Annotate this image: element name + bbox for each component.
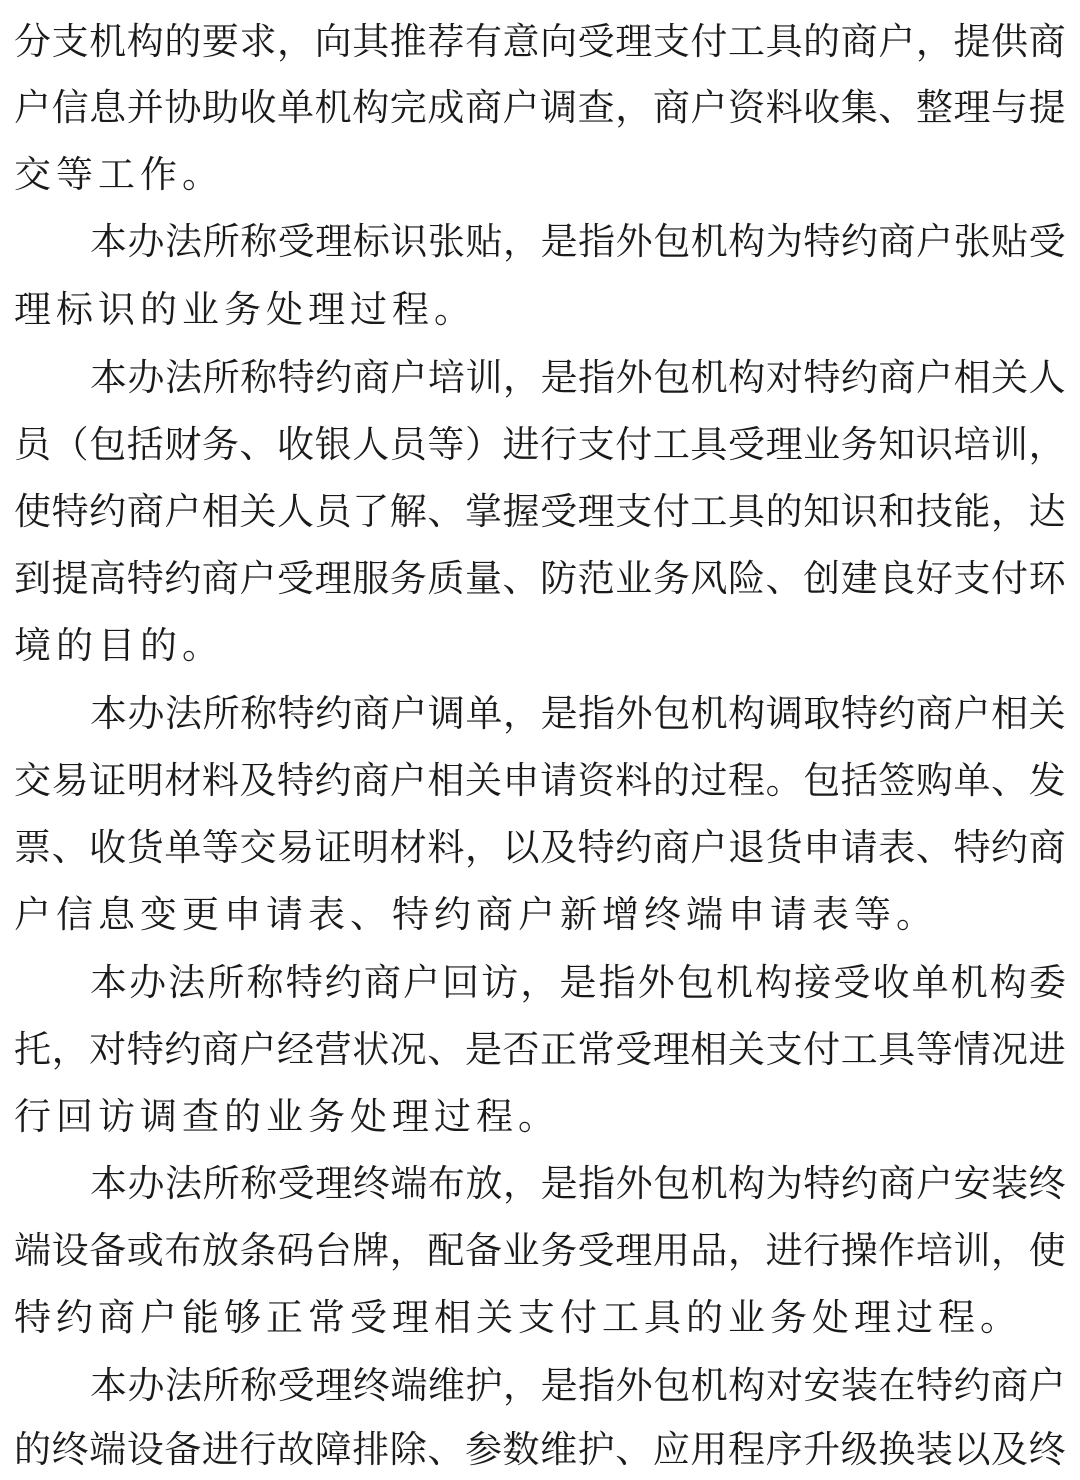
text-line: 户 信 息 并 协 助 收 单 机 构 完 成 商 户 调 查 ， 商 户 资 料 收 集 、 整 理 与 提 xyxy=(14,78,1066,138)
text-line: 到 提 高 特 约 商 户 受 理 服 务 质 量 、 防 范 业 务 风 险 、 创 建 良 好 支 付 环 xyxy=(14,549,1066,609)
text-line: 票 、 收 货 单 等 交 易 证 明 材 料 ， 以 及 特 约 商 户 退 货 申 请 表 、 特 约 商 xyxy=(14,818,1066,878)
text-line: 理 标 识 的 业 务 处 理 过 程 。 xyxy=(14,280,1066,340)
paragraph-first-line: 本 办 法 所 称 特 约 商 户 回 访 ， 是 指 外 包 机 构 接 受 收 单 机 构 委 xyxy=(90,953,1066,1013)
text-line: 交 易 证 明 材 料 及 特 约 商 户 相 关 申 请 资 料 的 过 程 。 包 括 签 购 单 、 发 xyxy=(14,751,1066,811)
text-line: 使 特 约 商 户 相 关 人 员 了 解 、 掌 握 受 理 支 付 工 具 的 知 识 和 技 能 ， 达 xyxy=(14,482,1066,542)
text-line: 特 约 商 户 能 够 正 常 受 理 相 关 支 付 工 具 的 业 务 处 理 过 程 。 xyxy=(14,1288,1066,1348)
paragraph-first-line: 本 办 法 所 称 受 理 标 识 张 贴 ， 是 指 外 包 机 构 为 特 约 商 户 张 贴 受 xyxy=(90,212,1066,272)
paragraph-first-line: 本 办 法 所 称 受 理 终 端 维 护 ， 是 指 外 包 机 构 对 安 装 在 特 约 商 户 xyxy=(90,1356,1066,1416)
text-line: 托 ， 对 特 约 商 户 经 营 状 况 、 是 否 正 常 受 理 相 关 支 付 工 具 等 情 况 进 xyxy=(14,1020,1066,1080)
paragraph-first-line: 本 办 法 所 称 特 约 商 户 培 训 ， 是 指 外 包 机 构 对 特 约 商 户 相 关 人 xyxy=(90,348,1066,408)
text-line: 端 设 备 或 布 放 条 码 台 牌 ， 配 备 业 务 受 理 用 品 ， 进 行 操 作 培 训 ， 使 xyxy=(14,1221,1066,1281)
text-line: 员 （ 包 括 财 务 、 收 银 人 员 等 ） 进 行 支 付 工 具 受 理 业 务 知 识 培 训 ， xyxy=(14,415,1066,475)
paragraph-first-line: 本 办 法 所 称 受 理 终 端 布 放 ， 是 指 外 包 机 构 为 特 约 商 户 安 装 终 xyxy=(90,1154,1066,1214)
text-line: 分 支 机 构 的 要 求 ， 向 其 推 荐 有 意 向 受 理 支 付 工 具 的 商 户 ， 提 供 商 xyxy=(14,12,1066,72)
paragraph-first-line: 本 办 法 所 称 特 约 商 户 调 单 ， 是 指 外 包 机 构 调 取 特 约 商 户 相 关 xyxy=(90,684,1066,744)
text-line: 户 信 息 变 更 申 请 表 、 特 约 商 户 新 增 终 端 申 请 表 等 。 xyxy=(14,885,1066,945)
text-line: 的 终 端 设 备 进 行 故 障 排 除 、 参 数 维 护 、 应 用 程 序 升 级 换 装 以 及 终 xyxy=(14,1420,1066,1480)
text-line: 境 的 目 的 。 xyxy=(14,616,1066,676)
text-line: 交 等 工 作 。 xyxy=(14,145,1066,205)
text-line: 行 回 访 调 查 的 业 务 处 理 过 程 。 xyxy=(14,1087,1066,1147)
